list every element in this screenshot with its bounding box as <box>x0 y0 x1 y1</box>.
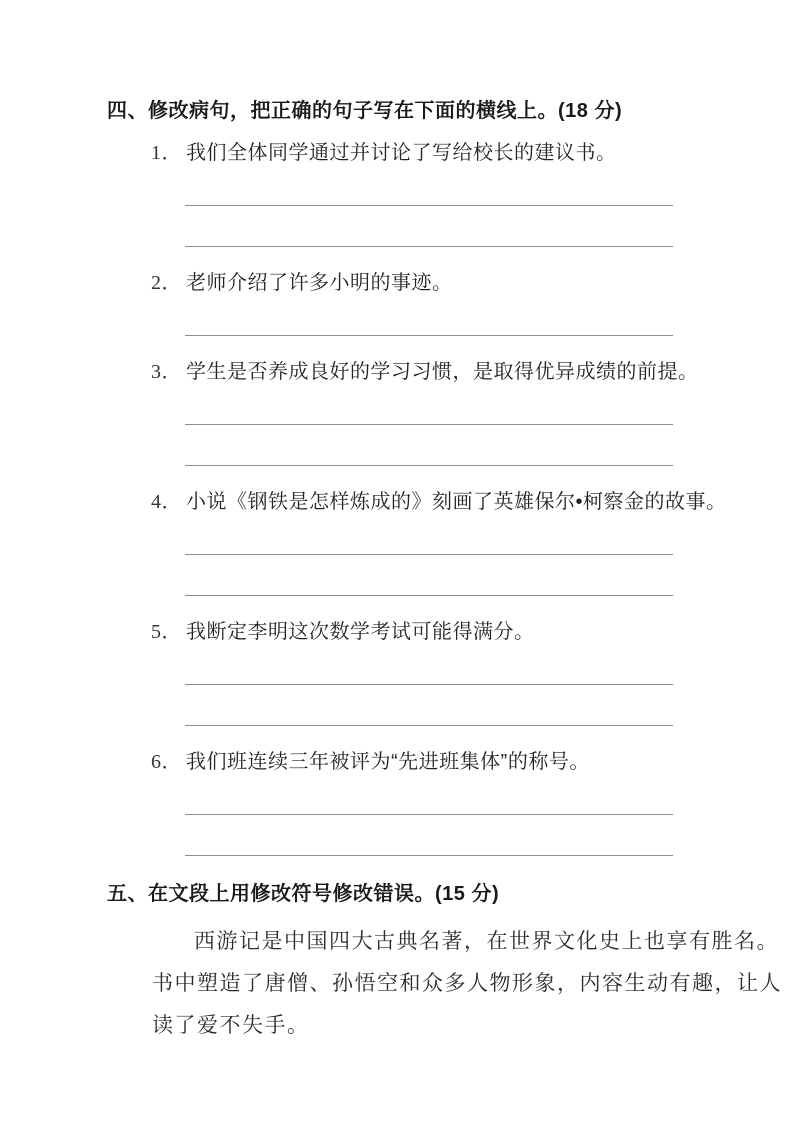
question-number: 1． <box>151 142 182 164</box>
question-text: 我们班连续三年被评为“先进班集体”的称号。 <box>186 751 590 773</box>
answer-blank-line <box>185 646 673 685</box>
answer-blank-line <box>185 555 673 596</box>
passage-line: 书中塑造了唐僧、孙悟空和众多人物形象，内容生动有趣，让人 <box>152 971 782 995</box>
question-item-1 <box>151 139 743 167</box>
passage-line: 西游记是中国四大古典名著，在世界文化史上也享有胜名。 <box>194 929 779 953</box>
question-text: 我断定李明这次数学考试可能得满分。 <box>186 621 535 643</box>
question-number: 6． <box>151 751 182 773</box>
section-4-title: 四、修改病句，把正确的句子写在下面的横线上。(18 分) <box>107 100 623 122</box>
question-item-4 <box>151 488 743 516</box>
passage-line: 读了爱不失手。 <box>152 1013 310 1037</box>
question-text: 我们全体同学通过并讨论了写给校长的建议书。 <box>186 142 617 164</box>
answer-blank-line <box>185 815 673 856</box>
answer-blank-line <box>185 776 673 815</box>
answer-blank-line <box>185 516 673 555</box>
question-number: 2． <box>151 272 182 294</box>
question-item-3 <box>151 358 743 386</box>
answer-blank-line <box>185 167 673 206</box>
question-number: 4． <box>151 491 182 513</box>
question-text: 老师介绍了许多小明的事迹。 <box>186 272 453 294</box>
question-text: 学生是否养成良好的学习习惯，是取得优异成绩的前提。 <box>186 361 699 383</box>
question-number: 3． <box>151 361 182 383</box>
question-text: 小说《钢铁是怎样炼成的》刻画了英雄保尔•柯察金的故事。 <box>186 491 727 513</box>
question-item-6 <box>151 748 743 776</box>
question-number: 5． <box>151 621 182 643</box>
answer-blank-line <box>185 386 673 425</box>
passage <box>152 920 782 1046</box>
section-5-title: 五、在文段上用修改符号修改错误。(15 分) <box>107 883 500 905</box>
answer-blank-line <box>185 297 673 336</box>
answer-blank-line <box>185 206 673 247</box>
question-item-2 <box>151 269 743 297</box>
answer-blank-line <box>185 685 673 726</box>
answer-blank-line <box>185 425 673 466</box>
question-item-5 <box>151 618 743 646</box>
